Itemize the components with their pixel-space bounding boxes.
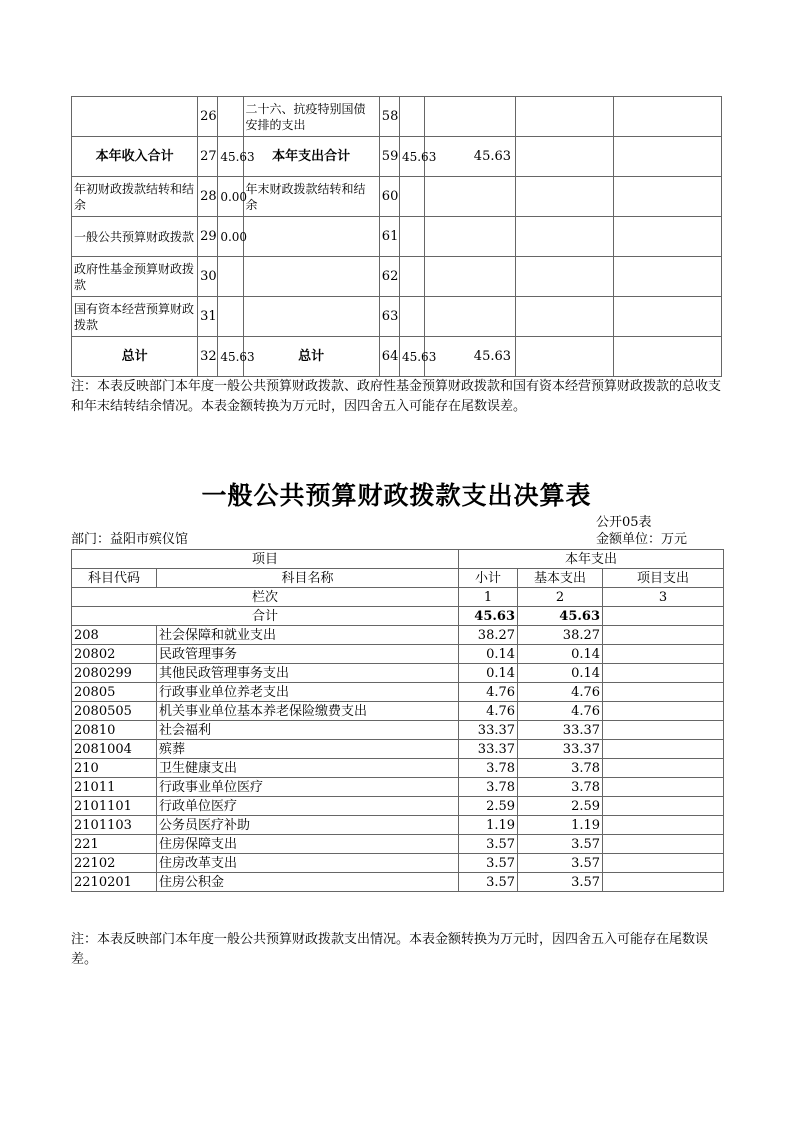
basic-cell: 3.78 (518, 778, 603, 797)
subject-name: 殡葬 (157, 740, 459, 759)
amount-cell (516, 297, 614, 337)
project-cell (603, 854, 724, 873)
subject-name: 行政事业单位医疗 (157, 778, 459, 797)
subject-name: 机关事业单位基本养老保险缴费支出 (157, 702, 459, 721)
subject-code: 2081004 (72, 740, 157, 759)
project-cell (603, 778, 724, 797)
right-amount-cell (399, 217, 424, 257)
subtotal-cell: 38.27 (459, 626, 518, 645)
right-label-cell: 本年支出合计 (243, 137, 379, 177)
upper-table-note: 注：本表反映部门本年度一般公共预算财政拨款、政府性基金预算财政拨款和国有资本经营预算财政拨款的总收支和年末结转结余情况。本表金额转换为万元时，因四舍五入可能存在尾数误差。 (71, 379, 722, 414)
basic-cell: 33.37 (518, 740, 603, 759)
amount-cell (613, 177, 721, 217)
table-row (72, 740, 724, 759)
right-amount-cell: 45.63 (399, 337, 424, 377)
amount-cell (516, 337, 614, 377)
subject-code: 20805 (72, 683, 157, 702)
table-row (72, 778, 724, 797)
total-row (72, 607, 724, 626)
subject-code: 2080505 (72, 702, 157, 721)
subject-name: 住房保障支出 (157, 835, 459, 854)
left-label-cell (72, 97, 198, 137)
right-amount-cell (399, 257, 424, 297)
left-row-number: 30 (198, 257, 218, 297)
subtotal-cell: 3.57 (459, 835, 518, 854)
column-number-2: 2 (518, 588, 603, 607)
right-label-cell (243, 217, 379, 257)
total-basic: 45.63 (518, 607, 603, 626)
right-row-number: 61 (379, 217, 399, 257)
header-basic: 基本支出 (518, 569, 603, 588)
left-row-number: 29 (198, 217, 218, 257)
subject-name: 社会保障和就业支出 (157, 626, 459, 645)
amount-cell (516, 97, 614, 137)
subject-code: 208 (72, 626, 157, 645)
project-cell (603, 873, 724, 892)
department-label: 部门：益阳市殡仪馆 (71, 532, 189, 547)
table-row (72, 721, 724, 740)
left-amount-cell: 45.63 (218, 137, 243, 177)
expenditure-table (71, 549, 724, 892)
amount-total-cell: 45.63 (425, 337, 516, 377)
right-label-cell (243, 257, 379, 297)
right-label-cell: 年末财政拨款结转和结余 (243, 177, 379, 217)
basic-cell: 0.14 (518, 664, 603, 683)
subject-code: 2101101 (72, 797, 157, 816)
basic-cell: 3.78 (518, 759, 603, 778)
subject-code: 2101103 (72, 816, 157, 835)
left-label-cell: 政府性基金预算财政拨款 (72, 257, 198, 297)
basic-cell: 0.14 (518, 645, 603, 664)
table-row (72, 683, 724, 702)
right-label-cell: 总计 (243, 337, 379, 377)
summary-row (72, 97, 722, 137)
right-row-number: 58 (379, 97, 399, 137)
income-expense-summary-table (71, 96, 722, 377)
left-amount-cell (218, 97, 243, 137)
header-current-year: 本年支出 (459, 550, 724, 569)
subject-name: 社会福利 (157, 721, 459, 740)
total-label: 合计 (72, 607, 459, 626)
header-row-1 (72, 550, 724, 569)
right-row-number: 63 (379, 297, 399, 337)
subject-name: 公务员医疗补助 (157, 816, 459, 835)
left-amount-cell (218, 257, 243, 297)
subject-name: 行政事业单位养老支出 (157, 683, 459, 702)
amount-cell (516, 257, 614, 297)
left-label-cell: 年初财政拨款结转和结余 (72, 177, 198, 217)
basic-cell: 4.76 (518, 702, 603, 721)
table-row (72, 854, 724, 873)
subject-code: 22102 (72, 854, 157, 873)
project-cell (603, 683, 724, 702)
total-subtotal: 45.63 (459, 607, 518, 626)
left-amount-cell: 45.63 (218, 337, 243, 377)
right-label-cell: 二十六、抗疫特别国债安排的支出 (243, 97, 379, 137)
subtotal-cell: 33.37 (459, 740, 518, 759)
basic-cell: 3.57 (518, 835, 603, 854)
left-amount-cell: 0.00 (218, 177, 243, 217)
basic-cell: 3.57 (518, 873, 603, 892)
amount-cell (516, 177, 614, 217)
right-amount-cell (399, 177, 424, 217)
column-number-1: 1 (459, 588, 518, 607)
subject-code: 221 (72, 835, 157, 854)
amount-total-cell (425, 177, 516, 217)
amount-total-cell (425, 217, 516, 257)
left-row-number: 31 (198, 297, 218, 337)
amount-cell (613, 337, 721, 377)
subtotal-cell: 0.14 (459, 664, 518, 683)
project-cell (603, 740, 724, 759)
project-cell (603, 835, 724, 854)
project-cell (603, 797, 724, 816)
column-label: 栏次 (72, 588, 459, 607)
summary-row (72, 137, 722, 177)
project-cell (603, 645, 724, 664)
table-row (72, 873, 724, 892)
project-cell (603, 664, 724, 683)
left-amount-cell: 0.00 (218, 217, 243, 257)
right-row-number: 59 (379, 137, 399, 177)
lower-table-note: 注：本表反映部门本年度一般公共预算财政拨款支出情况。本表金额转换为万元时，因四舍五入可能存在尾数误差。 (71, 932, 709, 967)
header-name: 科目名称 (157, 569, 459, 588)
project-cell (603, 702, 724, 721)
basic-cell: 4.76 (518, 683, 603, 702)
table-row (72, 645, 724, 664)
left-label-cell: 国有资本经营预算财政拨款 (72, 297, 198, 337)
page-title: 一般公共预算财政拨款支出决算表 (201, 481, 592, 510)
amount-cell (516, 137, 614, 177)
subtotal-cell: 3.57 (459, 873, 518, 892)
table-row (72, 702, 724, 721)
subject-code: 20802 (72, 645, 157, 664)
subject-name: 住房公积金 (157, 873, 459, 892)
left-row-number: 27 (198, 137, 218, 177)
subject-name: 卫生健康支出 (157, 759, 459, 778)
basic-cell: 1.19 (518, 816, 603, 835)
column-number-3: 3 (603, 588, 724, 607)
table-row (72, 626, 724, 645)
table-row (72, 797, 724, 816)
subtotal-cell: 33.37 (459, 721, 518, 740)
header-project: 项目支出 (603, 569, 724, 588)
table-row (72, 816, 724, 835)
summary-row (72, 337, 722, 377)
table-row (72, 759, 724, 778)
right-amount-cell (399, 297, 424, 337)
left-label-cell: 总计 (72, 337, 198, 377)
subtotal-cell: 3.57 (459, 854, 518, 873)
basic-cell: 38.27 (518, 626, 603, 645)
subject-name: 行政单位医疗 (157, 797, 459, 816)
header-row-3 (72, 588, 724, 607)
project-cell (603, 721, 724, 740)
subject-code: 2210201 (72, 873, 157, 892)
amount-total-cell (425, 97, 516, 137)
subject-code: 20810 (72, 721, 157, 740)
right-amount-cell: 45.63 (399, 137, 424, 177)
amount-unit-label: 金额单位：万元 (596, 532, 688, 547)
project-cell (603, 759, 724, 778)
header-subtotal: 小计 (459, 569, 518, 588)
amount-cell (613, 257, 721, 297)
header-code: 科目代码 (72, 569, 157, 588)
table-row (72, 664, 724, 683)
right-amount-cell (399, 97, 424, 137)
right-row-number: 64 (379, 337, 399, 377)
left-amount-cell (218, 297, 243, 337)
subtotal-cell: 2.59 (459, 797, 518, 816)
subtotal-cell: 4.76 (459, 702, 518, 721)
basic-cell: 33.37 (518, 721, 603, 740)
left-row-number: 26 (198, 97, 218, 137)
summary-row (72, 257, 722, 297)
subject-code: 2080299 (72, 664, 157, 683)
amount-total-cell (425, 257, 516, 297)
header-item: 项目 (72, 550, 459, 569)
basic-cell: 2.59 (518, 797, 603, 816)
subtotal-cell: 0.14 (459, 645, 518, 664)
amount-total-cell: 45.63 (425, 137, 516, 177)
amount-cell (613, 297, 721, 337)
amount-cell (516, 217, 614, 257)
left-label-cell: 本年收入合计 (72, 137, 198, 177)
left-row-number: 28 (198, 177, 218, 217)
summary-row (72, 217, 722, 257)
left-row-number: 32 (198, 337, 218, 377)
summary-row (72, 177, 722, 217)
amount-cell (613, 217, 721, 257)
right-row-number: 62 (379, 257, 399, 297)
table-row (72, 835, 724, 854)
subtotal-cell: 3.78 (459, 778, 518, 797)
subject-name: 住房改革支出 (157, 854, 459, 873)
subject-name: 其他民政管理事务支出 (157, 664, 459, 683)
amount-cell (613, 137, 721, 177)
subject-code: 21011 (72, 778, 157, 797)
basic-cell: 3.57 (518, 854, 603, 873)
subject-name: 民政管理事务 (157, 645, 459, 664)
amount-total-cell (425, 297, 516, 337)
form-code: 公开05表 (596, 515, 652, 530)
subject-code: 210 (72, 759, 157, 778)
total-project (603, 607, 724, 626)
subtotal-cell: 4.76 (459, 683, 518, 702)
left-label-cell: 一般公共预算财政拨款 (72, 217, 198, 257)
project-cell (603, 626, 724, 645)
subtotal-cell: 3.78 (459, 759, 518, 778)
subtotal-cell: 1.19 (459, 816, 518, 835)
right-label-cell (243, 297, 379, 337)
right-row-number: 60 (379, 177, 399, 217)
project-cell (603, 816, 724, 835)
amount-cell (613, 97, 721, 137)
header-row-2 (72, 569, 724, 588)
summary-row (72, 297, 722, 337)
